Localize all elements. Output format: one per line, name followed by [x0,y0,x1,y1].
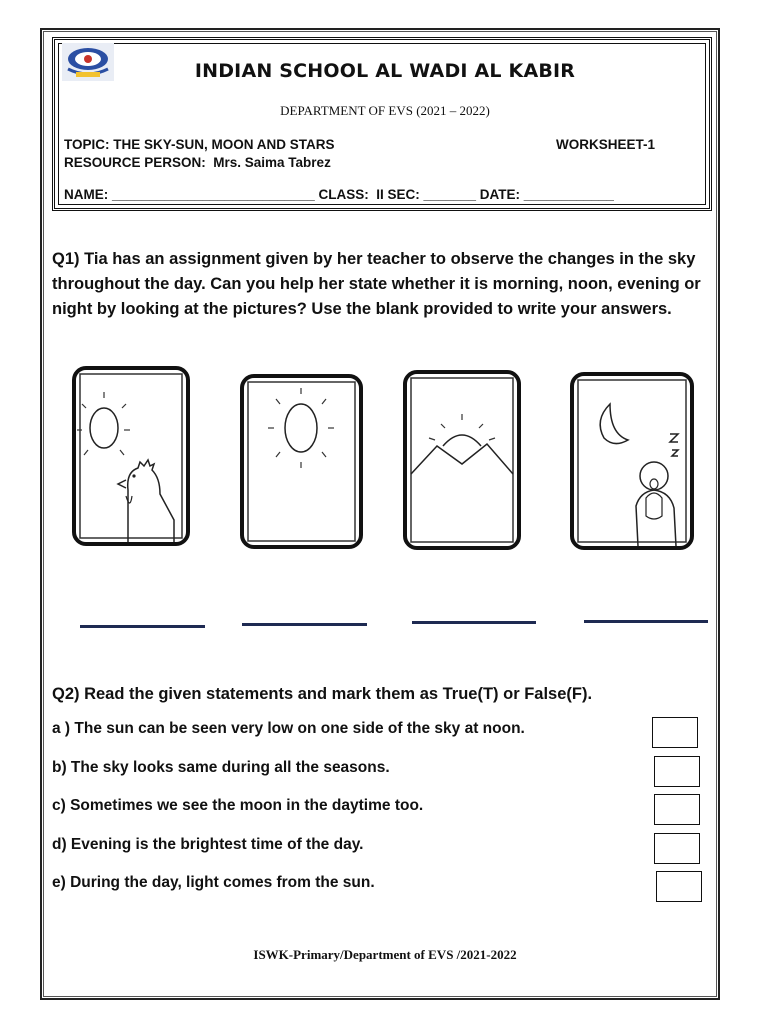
question-1-text: Q1) Tia has an assignment given by her teacher to observe the changes in the sky throughout the day. Can you help her state whether it is morning, noon, evening or night by looking at the pictures? Use the blank provided to write your answers. [52,250,701,318]
answer-line-4[interactable] [584,620,708,623]
answer-box-d[interactable] [654,833,700,864]
statement-b: b) The sky looks same during all the seasons. [52,759,390,776]
worksheet-label: WORKSHEET-1 [556,137,656,152]
resource-person-label: RESOURCE PERSON: Mrs. Saima Tabrez [64,155,331,170]
sunset-mountains-evening-icon [407,374,517,546]
answer-line-1[interactable] [80,625,205,628]
statement-a: a ) The sun can be seen very low on one side of the sky at noon. [52,720,525,737]
sun-high-noon-icon [244,378,359,545]
answer-box-e[interactable] [656,871,702,902]
moon-sleepy-night-icon [574,376,690,546]
statement-c: c) Sometimes we see the moon in the daytime too. [52,797,424,814]
department-label: DEPARTMENT OF EVS (2021 – 2022) [280,103,490,118]
answer-line-2[interactable] [242,623,367,626]
picture-evening [403,370,521,550]
picture-morning [72,366,190,546]
statement-e: e) During the day, light comes from the sun. [52,874,375,891]
picture-noon [240,374,363,549]
picture-night [570,372,694,550]
answer-box-a[interactable] [652,717,698,748]
answer-line-3[interactable] [412,621,536,624]
answer-box-b[interactable] [654,756,700,787]
statement-d: d) Evening is the brightest time of the day. [52,836,364,853]
topic-label: TOPIC: THE SKY-SUN, MOON AND STARS [64,137,335,152]
school-title: INDIAN SCHOOL AL WADI AL KABIR [194,60,576,82]
student-details-line[interactable]: NAME: ___________________________ CLASS: II SEC: _______ DATE: ____________ [64,187,614,202]
question-2-title: Q2) Read the given statements and mark them as True(T) or False(F). [52,685,593,703]
sun-rooster-morning-icon [76,370,186,542]
footer-text: ISWK-Primary/Department of EVS /2021-2022 [253,947,517,962]
answer-box-c[interactable] [654,794,700,825]
